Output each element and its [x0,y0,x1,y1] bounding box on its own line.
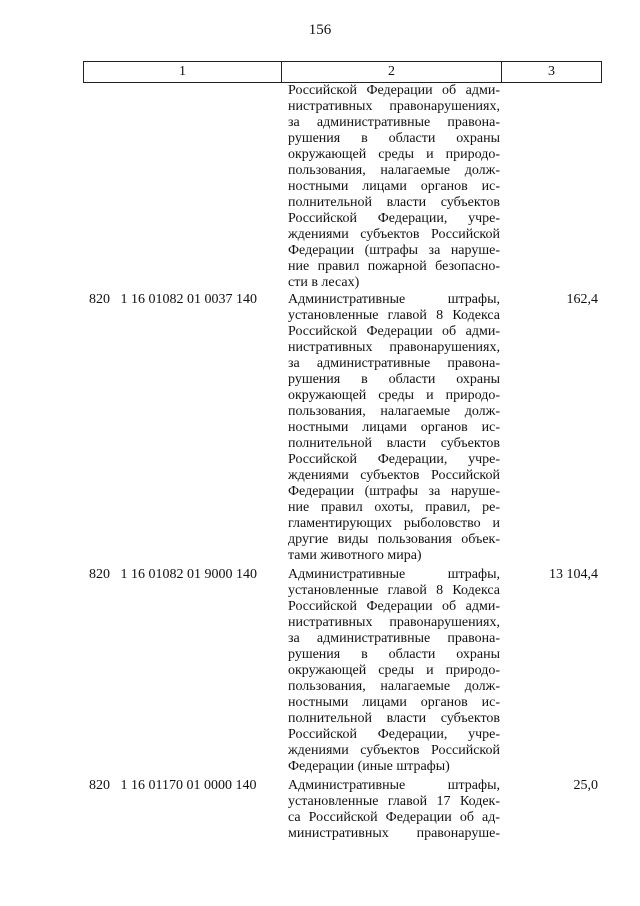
desc-line: ждениями субъектов Российской [288,468,500,483]
desc-line: Российской Федерации об адми- [288,324,500,339]
desc-line: Российской Федерации, учре- [288,727,500,742]
budget-code: 820 1 16 01082 01 9000 140 [89,567,257,582]
header-col-2: 2 [282,62,502,82]
desc-line: Российской Федерации, учре- [288,211,500,226]
description [288,778,500,842]
desc-line: ждениями субъектов Российской [288,227,500,242]
table-header [83,61,602,83]
desc-line: ждениями субъектов Российской [288,743,500,758]
desc-line: тами животного мира) [288,548,422,563]
desc-line: другие виды пользования объек- [288,532,500,547]
budget-code: 820 1 16 01170 01 0000 140 [89,778,257,793]
desc-line: окружающей среды и природо- [288,663,500,678]
desc-line: пользования, налагаемые долж- [288,404,500,419]
desc-line: Федерации (иные штрафы) [288,759,450,774]
amount: 25,0 [573,778,598,793]
desc-line: рушения в области охраны [288,131,500,146]
desc-line: Федерации (штрафы за наруше- [288,484,500,499]
desc-line: пользования, налагаемые долж- [288,679,500,694]
desc-line: нистративных правонарушениях, [288,99,500,114]
description [288,292,500,564]
desc-line: рушения в области охраны [288,372,500,387]
desc-line: нистративных правонарушениях, [288,615,500,630]
budget-code: 820 1 16 01082 01 0037 140 [89,292,257,307]
table-row-continuation [0,83,640,292]
desc-line: министративных правонаруше- [288,826,500,841]
desc-line: Федерации (штрафы за наруше- [288,243,500,258]
header-col-1: 1 [84,62,282,82]
table-row [0,567,640,778]
desc-line: установленные главой 8 Кодекса [288,583,500,598]
desc-line: нистративных правонарушениях, [288,340,500,355]
table-body [0,83,640,858]
desc-line: полнительной власти субъектов [288,436,500,451]
page-number: 156 [308,22,332,38]
table-row [0,292,640,567]
desc-line: Российской Федерации, учре- [288,452,500,467]
desc-line: полнительной власти субъектов [288,195,500,210]
description [288,567,500,775]
amount: 13 104,4 [549,567,598,582]
desc-line: ностными лицами органов ис- [288,420,500,435]
desc-line: ностными лицами органов ис- [288,695,500,710]
desc-line: за административные правона- [288,115,500,130]
desc-line: Административные штрафы, [288,778,500,793]
amount: 162,4 [566,292,598,307]
table-row [0,778,640,858]
desc-line: установленные главой 17 Кодек- [288,794,500,809]
desc-line: са Российской Федерации об ад- [288,810,500,825]
description-continuation [288,83,500,291]
desc-line: пользования, налагаемые долж- [288,163,500,178]
desc-line: установленные главой 8 Кодекса [288,308,500,323]
desc-line: сти в лесах) [288,275,360,290]
desc-line: гламентирующих рыболовство и [288,516,500,531]
desc-line: Российской Федерации об адми- [288,599,500,614]
desc-line: окружающей среды и природо- [288,388,500,403]
header-col-3: 3 [548,64,555,79]
desc-line: рушения в области охраны [288,647,500,662]
desc-line: полнительной власти субъектов [288,711,500,726]
desc-line: Административные штрафы, [288,292,500,307]
desc-line: Административные штрафы, [288,567,500,582]
desc-line: ностными лицами органов ис- [288,179,500,194]
desc-line: ние правил пожарной безопасно- [288,259,500,274]
desc-line: ние правил охоты, правил, ре- [288,500,500,515]
desc-line: за административные правона- [288,631,500,646]
desc-line: за административные правона- [288,356,500,371]
desc-line: Российской Федерации об адми- [288,83,500,98]
desc-line: окружающей среды и природо- [288,147,500,162]
